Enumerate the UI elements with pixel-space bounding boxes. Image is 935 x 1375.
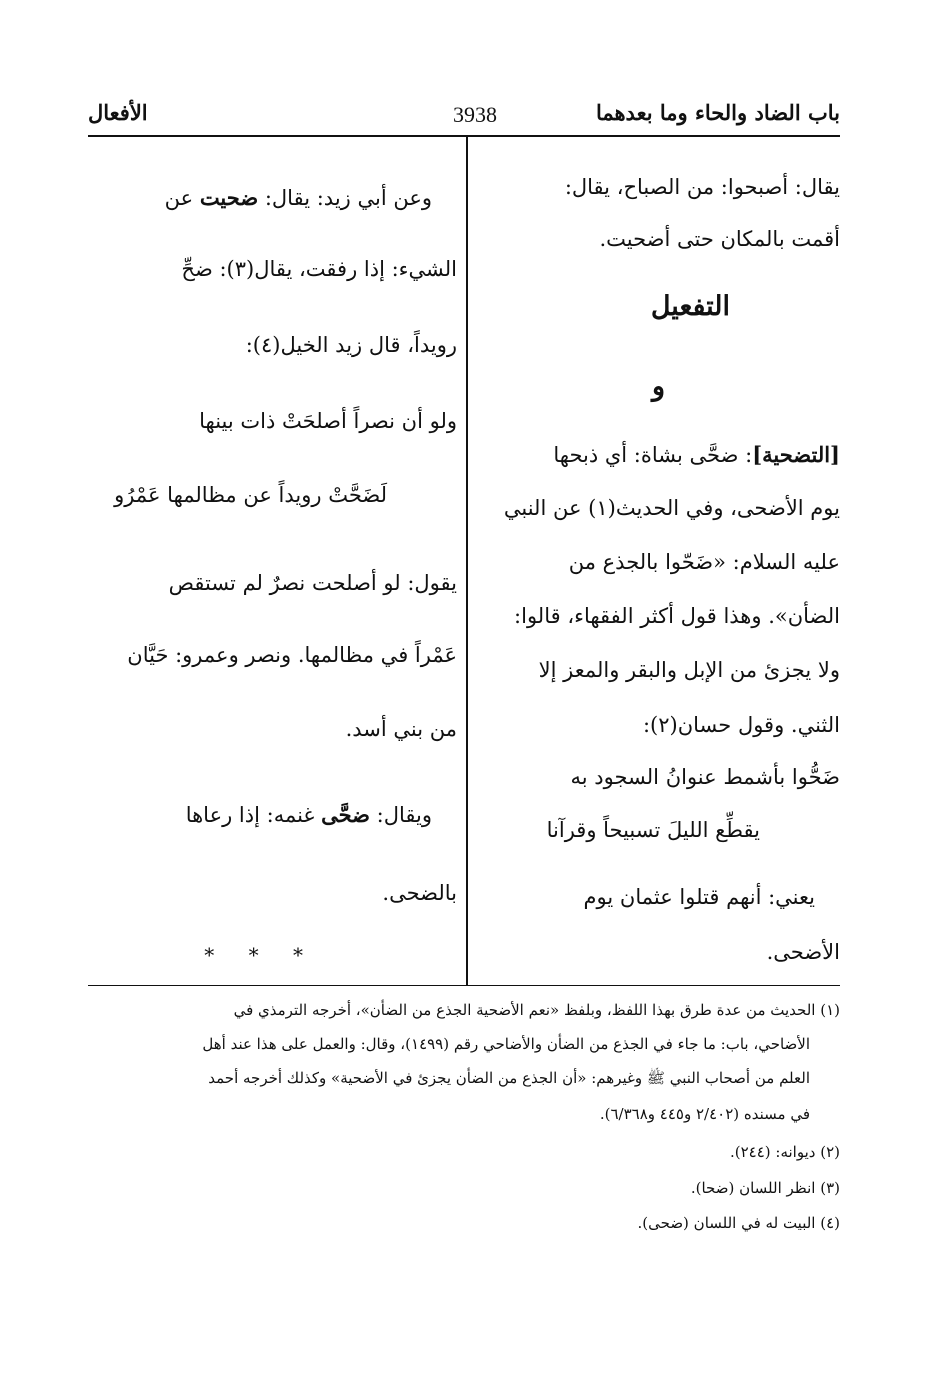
text-line: الضأن». وهذا قول أكثر الفقهاء، قالوا:: [514, 604, 840, 628]
section-title: الأفعال: [88, 100, 148, 125]
entry-line: [553, 440, 840, 470]
letter-heading: و: [651, 371, 665, 402]
text-line: رويداً، قال زيد الخيل(٤):: [245, 333, 457, 357]
text-line: الثني. وقول حسان(٢):: [642, 713, 840, 737]
text-segment: غنمه: إذا رعاها: [185, 803, 322, 827]
verse-line: لَضَحَّتْ رويداً عن مظالمها عَمْرُو: [114, 483, 387, 507]
text-line: يعني: أنهم قتلوا عثمان يوم: [583, 885, 815, 909]
footnote-line: (٣) انظر اللسان (ضحا).: [690, 1179, 840, 1197]
text-line: يقال: أصبحوا: من الصباح، يقال:: [564, 175, 840, 199]
entry-text: : ضحَّى بشاة: أي ذبحها: [553, 443, 753, 467]
text-line: عَمْراً في مظالمها. ونصر وعمرو: حَيَّان: [127, 643, 457, 667]
page-number: 3938: [453, 102, 497, 127]
text-segment: عن: [164, 186, 200, 210]
footnote-line: (١) الحديث من عدة طرق بهذا اللفظ، وبلفظ «نعم الأضحية الجذع من الضأن»، أخرجه الترمذي في: [233, 1001, 840, 1019]
footnote-line: في مسنده (٢/٤٠٢ و٤٤٥ و٦/٣٦٨).: [599, 1105, 810, 1123]
verse-line: ضَحُّوا بأشمط عنوانُ السجود به: [570, 765, 840, 789]
text-line: ولا يجزئ من الإبل والبقر والمعز إلا: [538, 658, 840, 682]
verse-line: ولو أن نصراً أصلحَتْ ذات بينها: [199, 409, 457, 433]
text-line: الشيء: إذا رفقت، يقال(٣): ضحِّ: [181, 257, 457, 281]
text-line: يقول: لو أصلحت نصرٌ لم تستقص: [168, 571, 457, 595]
text-segment: ويقال:: [369, 803, 432, 827]
text-segment: وعن أبي زيد: يقال:: [258, 186, 432, 210]
text-line: بالضحى.: [382, 881, 457, 905]
text-line: الأضحى.: [766, 940, 840, 964]
footnote-line: الأضاحي، باب: ما جاء في الجذع من الضأن والأضاحي رقم (١٤٩٩)، وقال: والعمل على هذا عند أهل: [202, 1035, 810, 1053]
column-divider: [466, 136, 468, 986]
footnote-line: (٤) البيت له في اللسان (ضحى).: [637, 1214, 840, 1232]
text-line: [165, 183, 432, 213]
entry-term: [التضحية]: [752, 442, 840, 467]
text-line: يوم الأضحى، وفي الحديث(١) عن النبي: [503, 496, 840, 520]
section-separator: * * *: [204, 943, 317, 967]
section-heading: التفعيل: [650, 291, 730, 322]
text-line: [186, 800, 432, 830]
header-rule: [88, 135, 840, 137]
entry-term: ضحَّى: [321, 802, 370, 827]
footnote-line: (٢) ديوانه: (٢٤٤).: [729, 1143, 840, 1161]
entry-term: ضحيت: [199, 185, 259, 210]
text-line: أقمت بالمكان حتى أضحيت.: [599, 227, 840, 251]
footnote-rule: [88, 985, 840, 986]
verse-line: يقطِّع الليلَ تسبيحاً وقرآنا: [546, 818, 760, 842]
footnote-line: العلم من أصحاب النبي ﷺ وغيرهم: «أن الجذع من الضأن يجزئ في الأضحية» وكذلك أخرجه أحمد: [208, 1069, 810, 1087]
text-line: من بني أسد.: [345, 717, 457, 741]
text-line: عليه السلام: «ضَحّوا بالجذع من: [568, 550, 840, 574]
chapter-title: باب الضاد والحاء وما بعدهما: [595, 100, 840, 125]
